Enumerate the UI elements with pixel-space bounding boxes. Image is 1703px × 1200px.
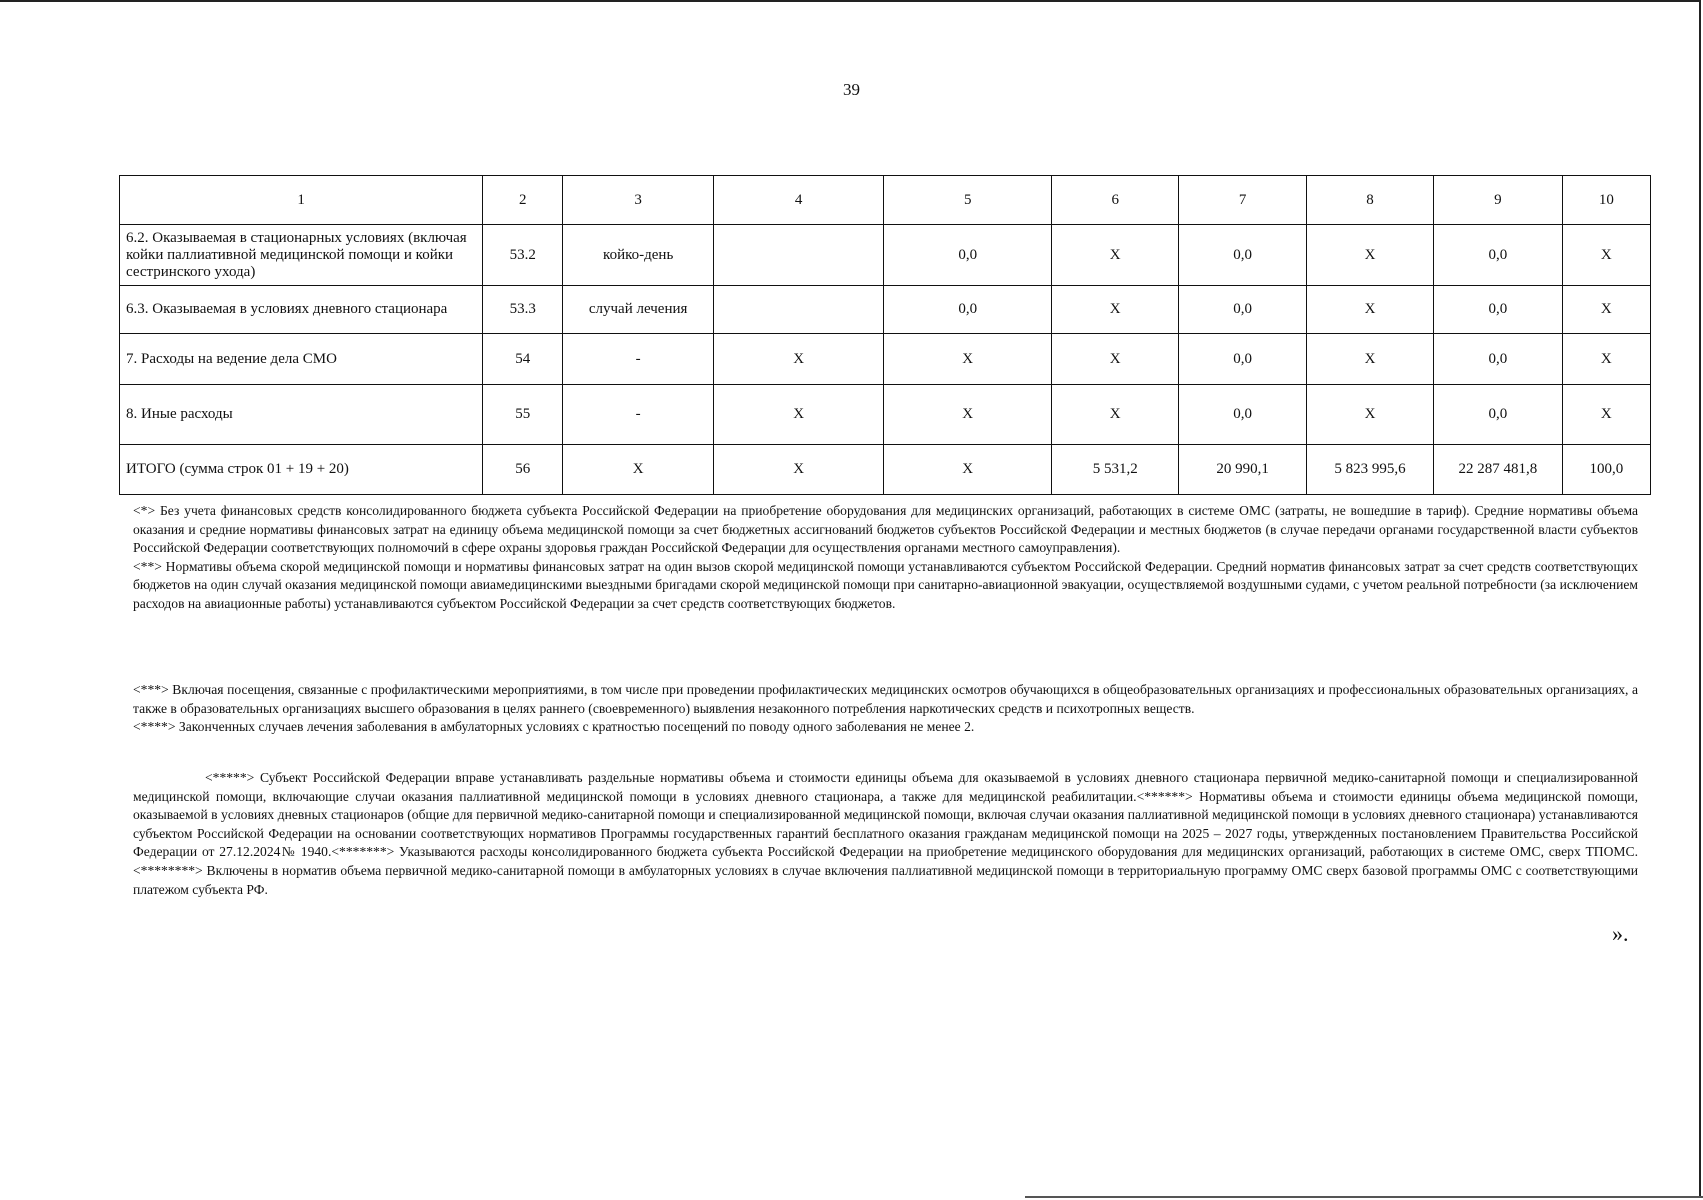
table-cell: 56 bbox=[483, 445, 563, 495]
table-cell: 55 bbox=[483, 385, 563, 445]
table-cell: Х bbox=[713, 385, 884, 445]
table-cell: - bbox=[563, 334, 713, 385]
header-cell: 4 bbox=[713, 176, 884, 225]
footnote-4: <****> Законченных случаев лечения заболевания в амбулаторных условиях с кратностью посещений по поводу одного заболевания не менее 2. bbox=[133, 719, 975, 735]
table-cell: койко-день bbox=[563, 225, 713, 286]
header-cell: 7 bbox=[1179, 176, 1306, 225]
table-cell: Х bbox=[1562, 385, 1650, 445]
table-cell: Х bbox=[1562, 286, 1650, 334]
bottom-rule bbox=[1025, 1196, 1703, 1198]
table-row bbox=[120, 385, 1651, 445]
table-cell: Х bbox=[1052, 286, 1179, 334]
table-cell: 0,0 bbox=[1434, 225, 1562, 286]
table-cell: 100,0 bbox=[1562, 445, 1650, 495]
table-cell: 22 287 481,8 bbox=[1434, 445, 1562, 495]
footnotes-block-3 bbox=[133, 769, 1638, 899]
row-name-cell: 6.3. Оказываемая в условиях дневного стационара bbox=[120, 286, 483, 334]
table-cell bbox=[713, 286, 884, 334]
table-cell: Х bbox=[1052, 225, 1179, 286]
table-cell: Х bbox=[563, 445, 713, 495]
table-cell: Х bbox=[1306, 334, 1433, 385]
table-cell: 0,0 bbox=[884, 286, 1052, 334]
table-cell: Х bbox=[1306, 225, 1433, 286]
row-name-cell: 6.2. Оказываемая в стационарных условиях (включая койки паллиативной медицинской помощи и койки сестринского ухода) bbox=[120, 225, 483, 286]
table-cell: 0,0 bbox=[1434, 334, 1562, 385]
table-cell: случай лечения bbox=[563, 286, 713, 334]
table-cell: 0,0 bbox=[1434, 286, 1562, 334]
header-cell: 6 bbox=[1052, 176, 1179, 225]
table-cell: Х bbox=[1562, 334, 1650, 385]
table-cell: 5 531,2 bbox=[1052, 445, 1179, 495]
table-cell: 0,0 bbox=[1179, 334, 1306, 385]
table-cell: Х bbox=[1306, 385, 1433, 445]
header-cell: 9 bbox=[1434, 176, 1562, 225]
financing-table bbox=[119, 175, 1651, 495]
table-cell: Х bbox=[1052, 385, 1179, 445]
table-cell: 54 bbox=[483, 334, 563, 385]
table-cell: Х bbox=[884, 334, 1052, 385]
table-cell: 5 823 995,6 bbox=[1306, 445, 1433, 495]
footnote-3: <***> Включая посещения, связанные с профилактическими мероприятиями, в том числе при проведении профилактических медицинских осмотров обучающихся в общеобразовательных организациях и профессиональных образовательных организациях, а также в образовательных организациях высшего образования в целях раннего (своевременного) выявления незаконного потребления наркотических средств и психотропных веществ. bbox=[133, 682, 1638, 716]
table-cell: 0,0 bbox=[1434, 385, 1562, 445]
table-cell: 0,0 bbox=[884, 225, 1052, 286]
footnote-1: <*> Без учета финансовых средств консолидированного бюджета субъекта Российской Федерации на приобретение оборудования для медицинских организаций, работающих в системе ОМС (затраты, не вошедшие в тариф). Средние нормативы объема оказания и средние нормативы финансовых затрат на единицу объема медицинской помощи за счет бюджетных ассигнований бюджетов субъектов Российской Федерации и местных бюджетов (в случае передачи органами государственной власти субъектов Российской Федерации соответствующих полномочий в сфере охраны здоровья граждан Российской Федерации для осуществления органами местного самоуправления). bbox=[133, 503, 1638, 556]
header-cell: 5 bbox=[884, 176, 1052, 225]
footnote-5: <*****> Субъект Российской Федерации вправе устанавливать раздельные нормативы объема и стоимости единицы объема для оказываемой в условиях дневного стационара первичной медико-санитарной помощи и специализированной медицинской помощи, включающие случаи оказания паллиативной медицинской помощи в условиях дневного стационара, а также для медицинской реабилитации.<******> Нормативы объема и стоимости единицы объема медицинской помощи, оказываемой в условиях дневных стационаров (общие для первичной медико-санитарной помощи и специализированной медицинской помощи, включая случаи оказания паллиативной медицинской помощи в условиях дневного стационара) устанавливаются субъектом Российской Федерации на основании соответствующих нормативов Программы государственных гарантий бесплатного оказания гражданам медицинской помощи на 2025 – 2027 годы, утвержденных постановлением Правительства Российской Федерации от 27.12.2024№ 1940.<*******> Указываются расходы консолидированного бюджета субъекта Российской Федерации на приобретение медицинского оборудования для медицинских организаций, работающих в системе ОМС, сверх ТПОМС.<********> Включены в норматив объема первичной медико-санитарной помощи в амбулаторных условиях в случае включения паллиативной медицинской помощи в территориальную программу ОМС сверх базовой программы ОМС с соответствующими платежом субъекта РФ. bbox=[133, 770, 1638, 897]
row-name-cell: 7. Расходы на ведение дела СМО bbox=[120, 334, 483, 385]
table-cell: 53.3 bbox=[483, 286, 563, 334]
table-cell: 0,0 bbox=[1179, 286, 1306, 334]
table-cell: Х bbox=[1052, 334, 1179, 385]
table-cell: - bbox=[563, 385, 713, 445]
footnotes-block-2 bbox=[133, 681, 1638, 737]
table-cell: Х bbox=[713, 334, 884, 385]
total-name-cell: ИТОГО (сумма строк 01 + 19 + 20) bbox=[120, 445, 483, 495]
table-header-row bbox=[120, 176, 1651, 225]
table-cell: Х bbox=[884, 385, 1052, 445]
table-row bbox=[120, 225, 1651, 286]
header-cell: 1 bbox=[120, 176, 483, 225]
header-cell: 8 bbox=[1306, 176, 1433, 225]
table-total-row bbox=[120, 445, 1651, 495]
header-cell: 2 bbox=[483, 176, 563, 225]
page-number: 39 bbox=[843, 80, 860, 99]
header-cell: 3 bbox=[563, 176, 713, 225]
table-cell: 0,0 bbox=[1179, 385, 1306, 445]
footnote-2: <**> Нормативы объема скорой медицинской помощи и нормативы финансовых затрат на один вызов скорой медицинской помощи устанавливаются субъектом Российской Федерации. Средний норматив финансовых затрат за счет средств соответствующих бюджетов на один случай оказания медицинской помощи авиамедицинскими выездными бригадами скорой медицинской помощи при санитарно-авиационной эвакуации, осуществляемой воздушными судами, с учетом реальной потребности (за исключением расходов на авиационные работы) устанавливаются субъектом Российской Федерации за счет средств соответствующих бюджетов. bbox=[133, 558, 1638, 611]
table-row bbox=[120, 286, 1651, 334]
table-cell: 20 990,1 bbox=[1179, 445, 1306, 495]
table-cell: Х bbox=[884, 445, 1052, 495]
header-cell: 10 bbox=[1562, 176, 1650, 225]
table-cell bbox=[713, 225, 884, 286]
table-row bbox=[120, 334, 1651, 385]
table-cell: 0,0 bbox=[1179, 225, 1306, 286]
table-cell: Х bbox=[1562, 225, 1650, 286]
table-cell: Х bbox=[713, 445, 884, 495]
row-name-cell: 8. Иные расходы bbox=[120, 385, 483, 445]
footnotes-block-1 bbox=[133, 502, 1638, 614]
closing-quote-mark: ». bbox=[1612, 921, 1629, 946]
table-cell: Х bbox=[1306, 286, 1433, 334]
table-cell: 53.2 bbox=[483, 225, 563, 286]
